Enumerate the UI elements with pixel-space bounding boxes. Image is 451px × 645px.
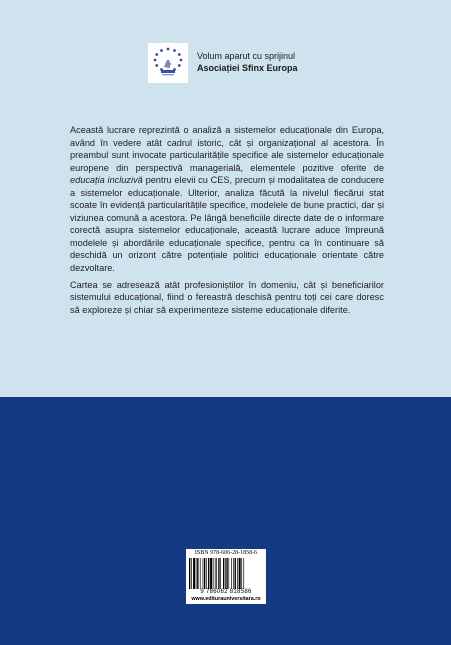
sponsor-block <box>148 43 328 85</box>
barcode-bar <box>213 558 214 589</box>
barcode-bar <box>215 558 216 589</box>
barcode-bar <box>204 558 205 589</box>
barcode-bar <box>189 558 190 589</box>
barcode-bar <box>226 558 227 589</box>
barcode-bar <box>241 558 242 589</box>
publisher-url: www.editurauniversitara.ro <box>191 596 261 602</box>
logo-star-icon <box>178 53 181 56</box>
logo-star-icon <box>178 64 181 67</box>
barcode-bar <box>203 558 204 589</box>
barcode-digits: 9 786062 818586 <box>200 589 252 595</box>
sfinx-europa-logo-icon <box>148 43 188 83</box>
barcode-bar <box>210 558 212 589</box>
barcode-bar <box>228 558 229 589</box>
barcode-bar <box>193 558 195 589</box>
barcode-bar <box>216 558 217 589</box>
barcode-bar <box>231 558 232 589</box>
logo-star-icon <box>173 49 176 52</box>
barcode-bar <box>191 558 192 589</box>
barcode-bar <box>206 558 207 589</box>
barcode-bar <box>235 558 236 589</box>
emphasis-inclusive-education: educația incluzivă <box>70 175 143 186</box>
logo-star-icon <box>154 59 157 62</box>
description-paragraph-1: Această lucrare reprezintă o analiză a sistemelor educaționale din Europa, având în vedere atât cadrul istoric, cât și organizațional al acestora. În preambul sunt invocate particularitățile specifice ale sistemelor educaționale europene din perspectivă managerială, elementele pozitive oferite de educația incluzivă pentru elevii cu CES, precum și modalitatea de conducere a sistemelor educaționale. Ulterior, analiza făcută la nivelul fiecărui stat scoate în evidență particularitățile specifice, modelele de bune practici, dar și viziunea comună a acestora. Pe lângă beneficiile directe date de o informare corectă asupra sistemelor educaționale, această lucrare aduce împreună modelele și abordările educaționale specifice, pentru ca în continuare să deschidă un orizont către potențiale politici educaționale orientate către dezvoltare. <box>70 125 384 274</box>
lower-panel <box>0 397 451 645</box>
barcode-bar <box>243 558 244 589</box>
description-paragraph-2: Cartea se adresează atât profesioniștilor în domeniu, cât și beneficiarilor sistemului educațional, fiind o fereastră deschisă pentru toți cei care doresc să exploreze și chiar să experimenteze sisteme educaționale diferite. <box>70 279 384 315</box>
barcode-bar <box>220 558 221 589</box>
eu-stars-logo-icon <box>148 43 188 83</box>
barcode-bar <box>208 558 209 589</box>
logo-star-icon <box>180 59 183 62</box>
barcode-bar <box>218 558 219 589</box>
logo-star-icon <box>155 53 158 56</box>
sponsor-caption: Volum aparut cu sprijinul <box>197 51 296 61</box>
logo-star-icon <box>155 64 158 67</box>
logo-star-icon <box>167 48 170 51</box>
cover-description <box>70 124 384 320</box>
barcode-bar <box>237 558 238 589</box>
logo-star-icon <box>160 49 163 52</box>
barcode-bar <box>239 558 241 589</box>
isbn-number: ISBN 978-606-28-1858-6 <box>194 550 258 556</box>
barcode-bar <box>233 558 234 589</box>
barcode-bar <box>225 558 226 589</box>
barcode-bar <box>223 558 224 589</box>
barcode-bar <box>200 558 201 589</box>
barcode-bar <box>197 558 198 589</box>
barcode-bar <box>196 558 197 589</box>
sponsor-organization: Asociației Sfinx Europa <box>197 63 298 73</box>
isbn-barcode <box>186 549 266 604</box>
barcode-bars-icon <box>189 558 263 589</box>
